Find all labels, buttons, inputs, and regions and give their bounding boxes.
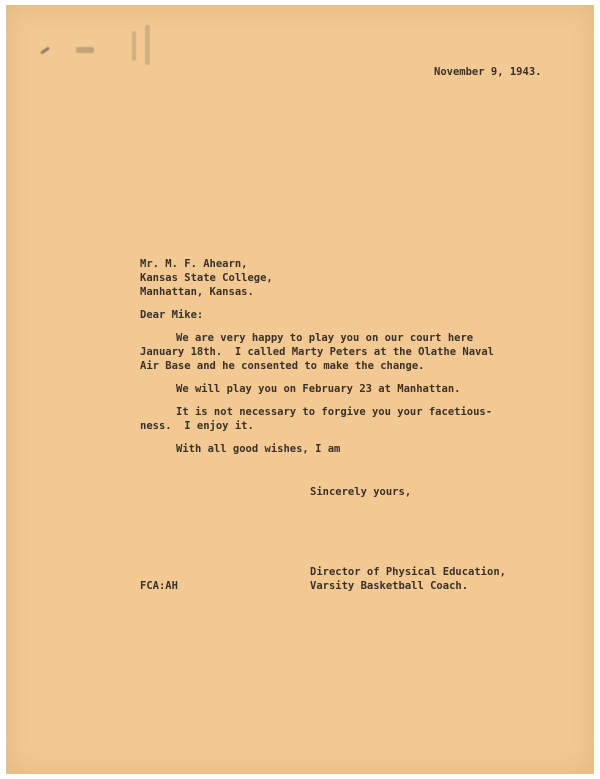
recipient-name: Mr. M. F. Ahearn,	[140, 258, 248, 270]
signature-title-line-2: Varsity Basketball Coach.	[310, 580, 469, 592]
recipient-city: Manhattan, Kansas.	[140, 286, 254, 298]
paragraph-3-line-2: ness. I enjoy it.	[140, 420, 254, 432]
ink-smudge-mark	[40, 46, 50, 54]
paragraph-1-line-2: January 18th. I called Marty Peters at the Olathe Naval	[140, 346, 495, 358]
closing: Sincerely yours,	[310, 486, 412, 498]
paragraph-3-line-1: It is not necessary to forgive you your facetious-	[176, 406, 493, 418]
letter-date: November 9, 1943.	[434, 66, 542, 78]
ink-smudge-mark	[132, 31, 136, 61]
paragraph-1-line-1: We are very happy to play you on our court here	[176, 332, 474, 344]
recipient-org: Kansas State College,	[140, 272, 273, 284]
letter-page	[6, 5, 594, 774]
ink-smudge-mark	[145, 25, 150, 65]
ink-smudge-mark	[76, 47, 94, 53]
paragraph-1-line-3: Air Base and he consented to make the change.	[140, 360, 425, 372]
paragraph-4: With all good wishes, I am	[176, 443, 341, 455]
typist-initials: FCA:AH	[140, 580, 178, 592]
signature-title-line-1: Director of Physical Education,	[310, 566, 506, 578]
paragraph-2: We will play you on February 23 at Manhattan.	[176, 383, 461, 395]
salutation: Dear Mike:	[140, 309, 204, 321]
